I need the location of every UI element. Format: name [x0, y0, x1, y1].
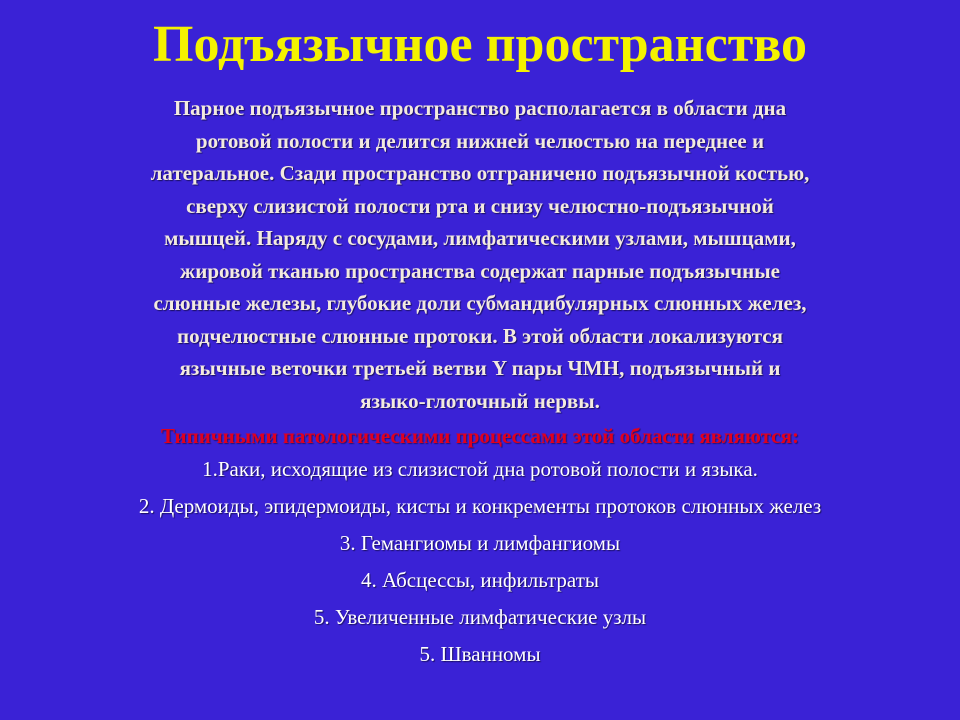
intro-line: сверху слизистой полости рта и снизу челюстно-подъязычной [186, 193, 774, 218]
list-item: 4. Абсцессы, инфильтраты [360, 568, 599, 592]
intro-line: ротовой полости и делится нижней челюстью на переднее и [195, 128, 765, 153]
list-item: 5. Шванномы [419, 642, 541, 666]
list-item: 1.Раки, исходящие из слизистой дна ротовой полости и языка. [202, 457, 758, 481]
list-item: 2. Дермоиды, эпидермоиды, кисты и конкременты протоков слюнных желез [138, 494, 822, 518]
intro-line: слюнные железы, глубокие доли субмандибулярных слюнных желез, [153, 291, 807, 315]
list-item: 3. Гемангиомы и лимфангиомы [339, 531, 621, 555]
intro-line: языко-глоточный нервы. [360, 388, 600, 413]
list-item: 5. Увеличенные лимфатические узлы [313, 605, 647, 629]
intro-line: подчелюстные слюнные протоки. В этой области локализуются [177, 323, 783, 348]
slide-title: Подъязычное пространство [153, 16, 807, 73]
intro-line: латеральное. Сзади пространство отграничено подъязычной костью, [150, 161, 810, 185]
intro-line: жировой тканью пространства содержат парные подъязычные [180, 258, 780, 283]
list-heading: Типичными патологическими процессами этой области являются: [161, 424, 799, 448]
intro-line: язычные веточки третьей ветви Y пары ЧМН, подъязычный и [179, 356, 781, 380]
intro-line: Парное подъязычное пространство располагается в области дна [173, 96, 787, 120]
intro-paragraph [44, 92, 916, 417]
intro-line: мышцей. Наряду с сосудами, лимфатическими узлами, мышцами, [164, 226, 796, 250]
pathology-list [44, 453, 916, 670]
